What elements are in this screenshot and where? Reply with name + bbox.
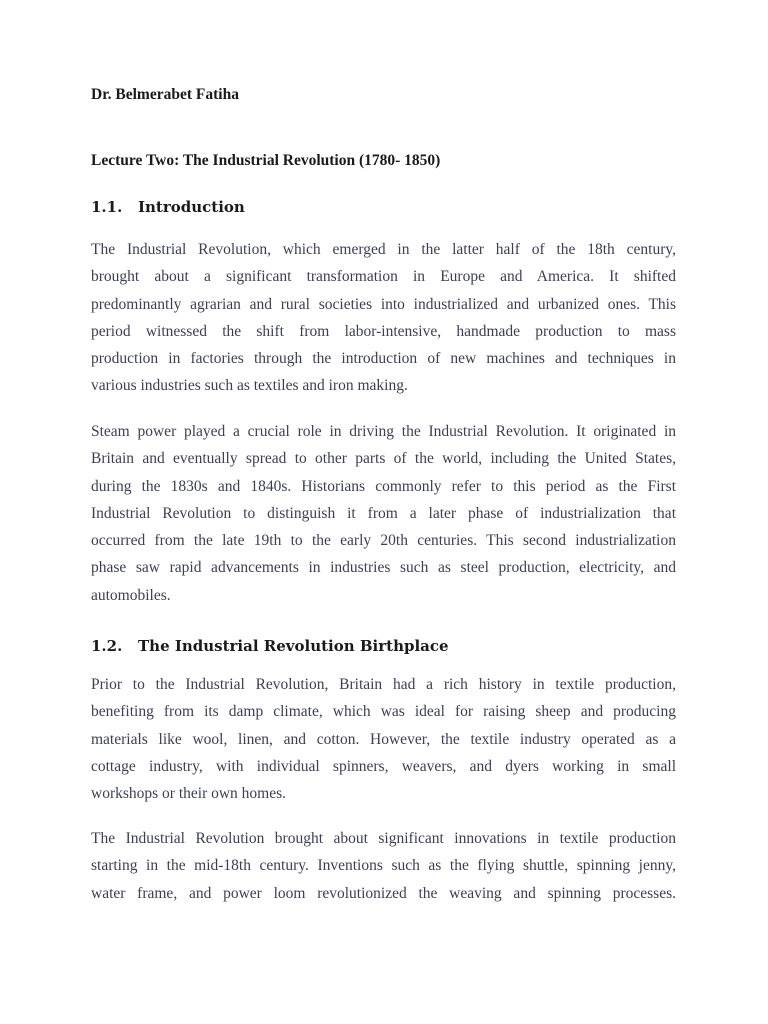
section-heading-birthplace	[91, 637, 449, 655]
paragraph-line: starting in the mid-18th century. Inventions such as the flying shuttle, spinning jenny,	[91, 857, 676, 875]
paragraph-birthplace-1	[91, 671, 676, 807]
paragraph-line: The Industrial Revolution, which emerged in the latter half of the 18th century,	[91, 241, 676, 258]
paragraph-line: Britain and eventually spread to other parts of the world, including the United States,	[91, 450, 676, 468]
paragraph-introduction-1	[91, 236, 676, 400]
paragraph-line: The Industrial Revolution brought about significant innovations in textile production	[91, 830, 676, 847]
paragraph-line: brought about a significant transformation in Europe and America. It shifted	[91, 268, 676, 286]
paragraph-line: predominantly agrarian and rural societies into industrialized and urbanized ones. This	[91, 295, 676, 313]
paragraph-line: materials like wool, linen, and cotton. However, the textile industry operated as a	[91, 730, 676, 748]
paragraph-line: period witnessed the shift from labor-intensive, handmade production to mass	[91, 322, 676, 340]
paragraph-line: occurred from the late 19th to the early 20th centuries. This second industrialization	[91, 532, 676, 550]
lecture-title: Lecture Two: The Industrial Revolution (1780- 1850)	[91, 152, 441, 169]
paragraph-line: during the 1830s and 1840s. Historians commonly refer to this period as the First	[91, 477, 676, 495]
section-heading-introduction	[91, 198, 245, 216]
paragraph-line: water frame, and power loom revolutionized the weaving and spinning processes.	[91, 884, 676, 902]
author-name: Dr. Belmerabet Fatiha	[91, 86, 239, 103]
section-title: The Industrial Revolution Birthplace	[138, 637, 449, 655]
paragraph-line: benefiting from its damp climate, which was ideal for raising sheep and producing	[91, 703, 676, 721]
section-number: 1.1.	[91, 198, 123, 216]
paragraph-birthplace-2	[91, 825, 676, 907]
paragraph-line: Prior to the Industrial Revolution, Britain had a rich history in textile production,	[91, 676, 676, 693]
paragraph-line: production in factories through the introduction of new machines and techniques in	[91, 350, 676, 368]
paragraph-line: various industries such as textiles and iron making.	[91, 377, 408, 395]
paragraph-line: workshops or their own homes.	[91, 785, 287, 803]
section-number: 1.2.	[91, 637, 123, 655]
section-title: Introduction	[138, 198, 245, 216]
paragraph-line: phase saw rapid advancements in industries such as steel production, electricity, and	[91, 559, 676, 577]
paragraph-line: cottage industry, with individual spinners, weavers, and dyers working in small	[91, 757, 676, 775]
paragraph-line: Steam power played a crucial role in driving the Industrial Revolution. It originated in	[91, 423, 676, 440]
paragraph-introduction-2	[91, 418, 676, 609]
paragraph-line: automobiles.	[91, 586, 171, 604]
paragraph-line: Industrial Revolution to distinguish it from a later phase of industrialization that	[91, 504, 676, 522]
